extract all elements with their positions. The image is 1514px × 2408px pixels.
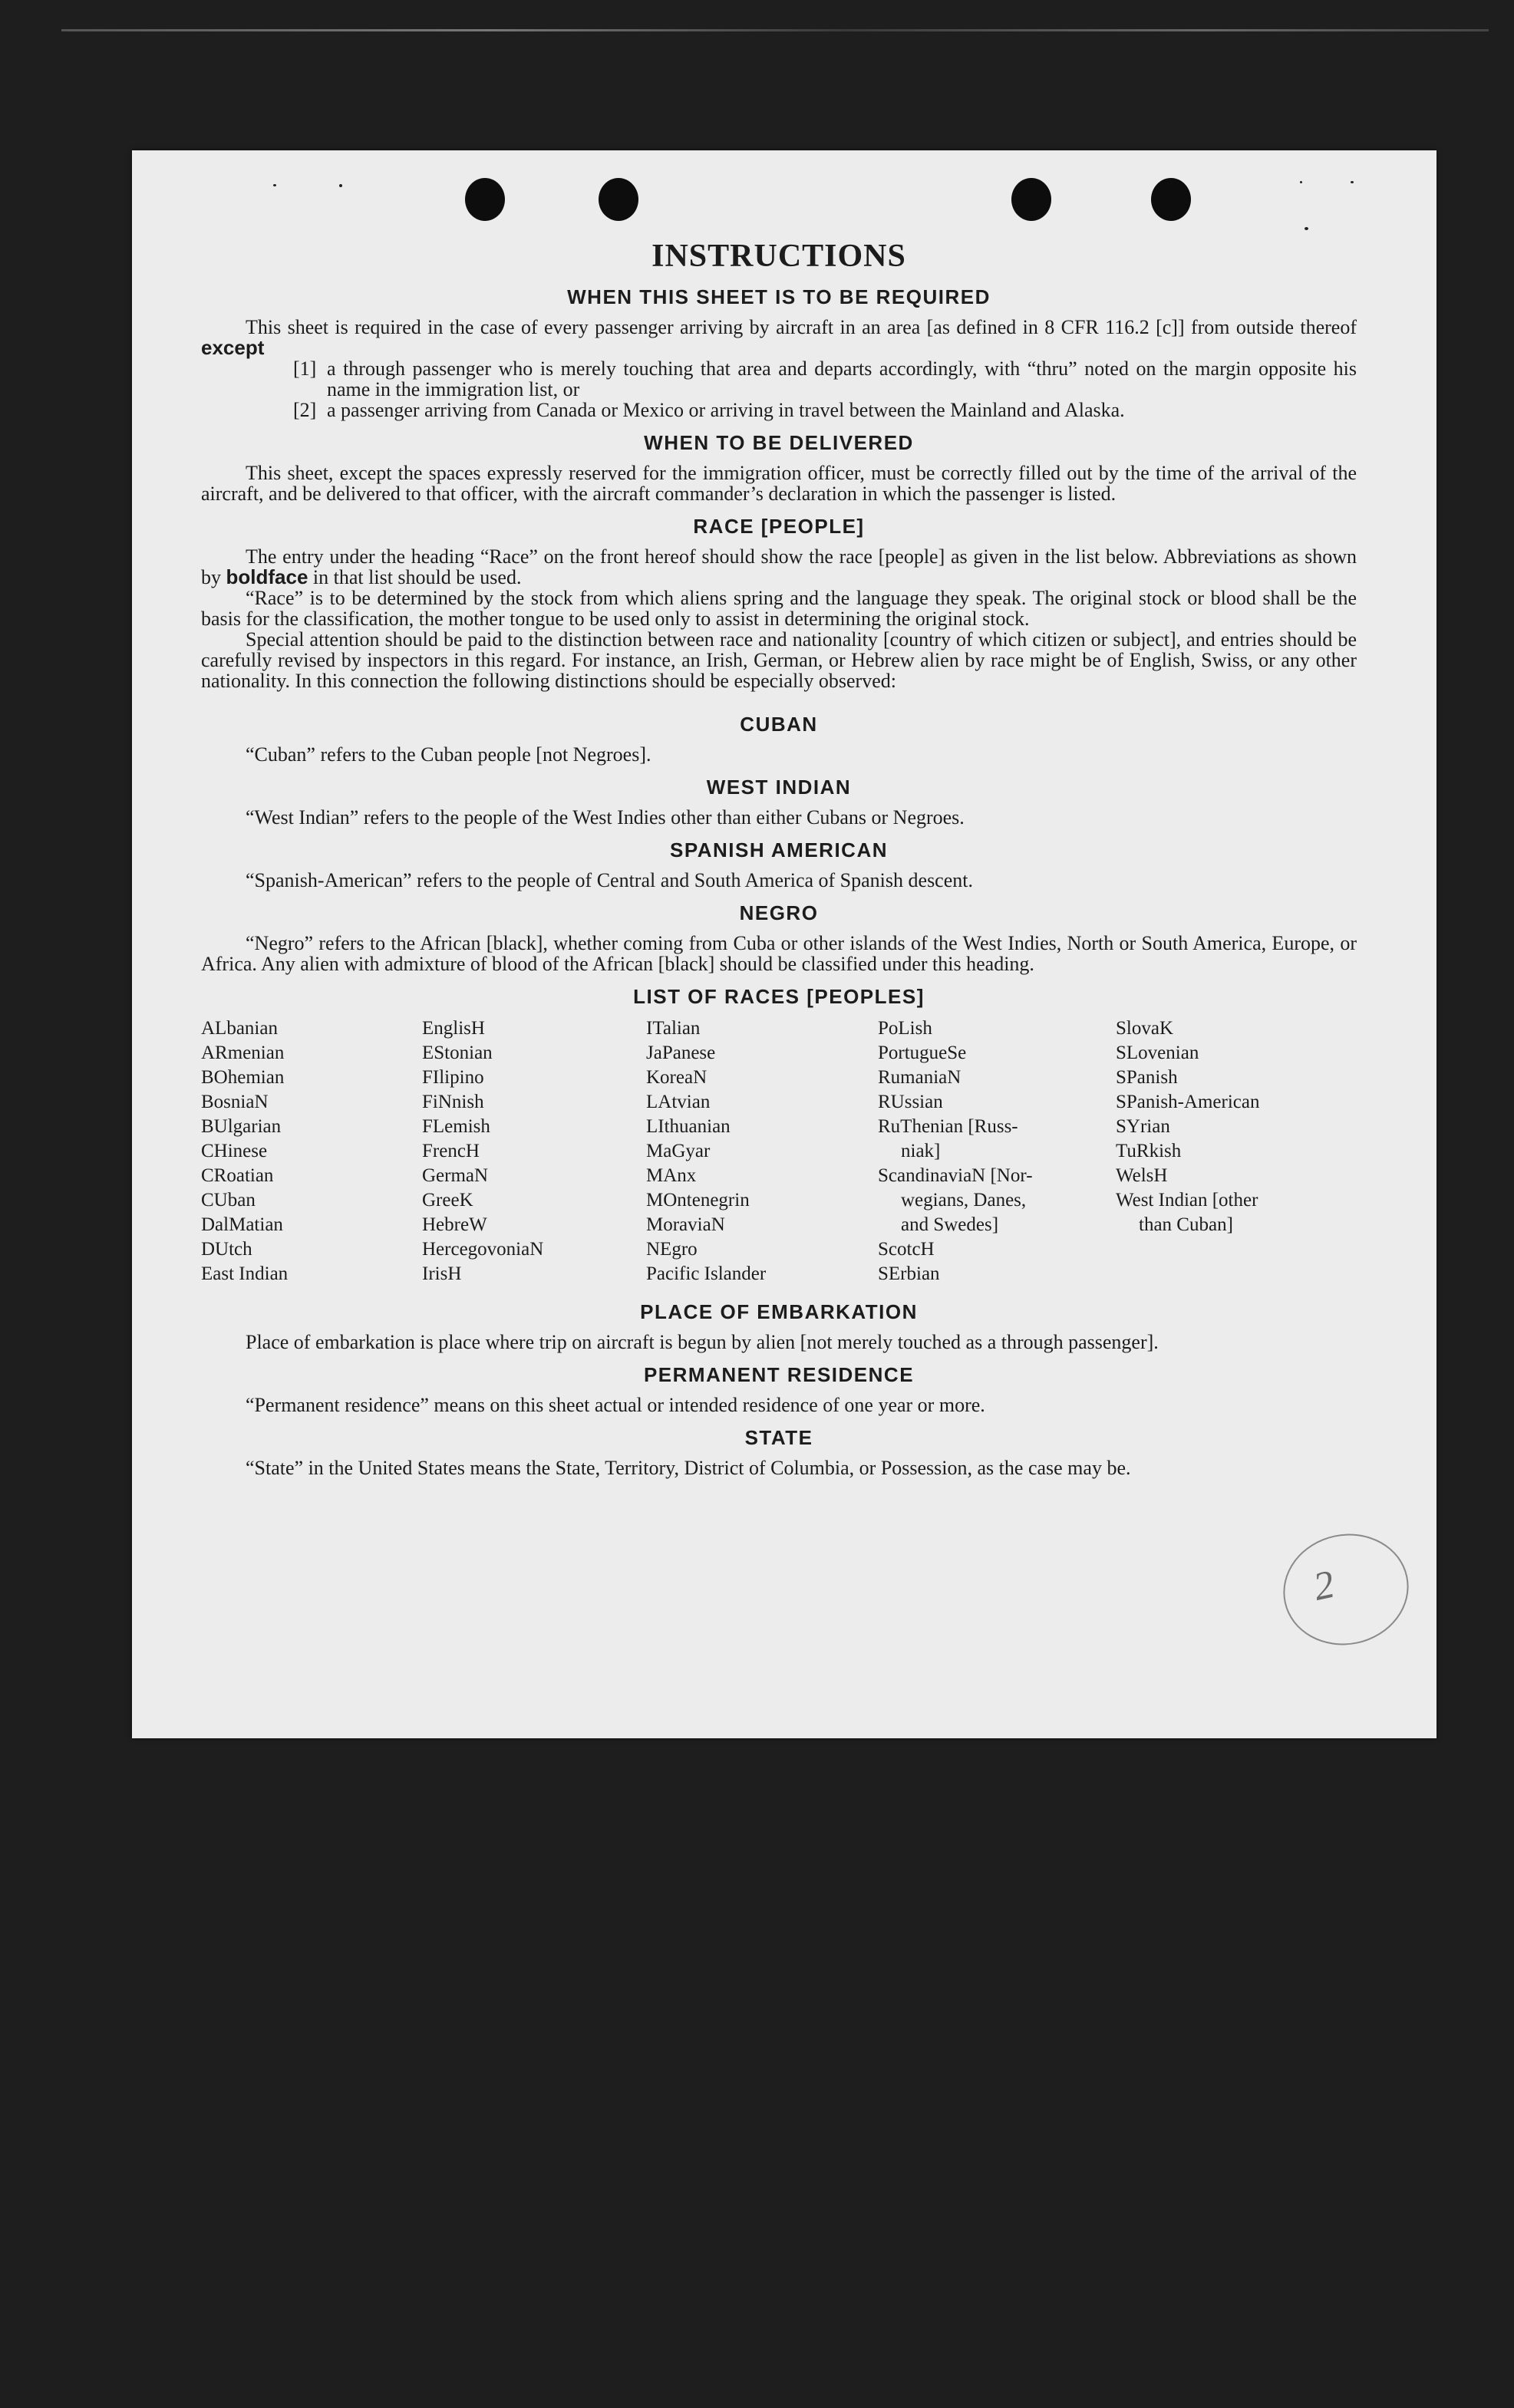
section-heading-west-indian: WEST INDIAN xyxy=(706,776,852,799)
delivered-text: This sheet, except the spaces expressly reserved for the immigration officer, must be correctly filled out by the time of the arrival of the aircraft, and be delivered to that officer, with the aircraft commander’s declaration in which the passenger is listed. xyxy=(201,462,1357,505)
residence-text: “Permanent residence” means on this sheet actual or intended residence of one year or more. xyxy=(246,1394,985,1416)
race-entry: ScotcH xyxy=(878,1239,935,1260)
race-entry: DUtch xyxy=(201,1239,252,1260)
race-entry: BOhemian xyxy=(201,1067,285,1088)
section-heading-embarkation: PLACE OF EMBARKATION xyxy=(640,1300,918,1323)
race-entry: PoLish xyxy=(878,1018,932,1039)
race-entry: FrencH xyxy=(422,1141,480,1161)
punch-hole xyxy=(599,178,638,221)
race-entry: GermaN xyxy=(422,1165,489,1186)
list-item: [2] a passenger arriving from Canada or Mexico or arriving in travel between the Mainland and Alaska. xyxy=(293,399,1125,421)
section-heading-negro: NEGRO xyxy=(739,901,819,924)
race-entry: Pacific Islander xyxy=(646,1263,767,1284)
speck xyxy=(273,184,276,186)
race-entry: SYrian xyxy=(1116,1116,1170,1137)
race-entry: CUban xyxy=(201,1190,256,1211)
race-entry: CHinese xyxy=(201,1141,268,1161)
race-entry: ScandinaviaN [Nor- xyxy=(878,1165,1033,1186)
race-entry: MAnx xyxy=(646,1165,697,1186)
race-entry: BosniaN xyxy=(201,1092,269,1112)
page-title: INSTRUCTIONS xyxy=(651,239,906,274)
races-column-3 xyxy=(646,1016,878,1286)
section-heading-cuban: CUBAN xyxy=(740,713,818,736)
race-entry: East Indian xyxy=(201,1263,289,1284)
section-heading-delivered: WHEN TO BE DELIVERED xyxy=(644,431,914,454)
speck xyxy=(1300,181,1302,183)
section-heading-race: RACE [PEOPLE] xyxy=(693,515,865,538)
section-heading-residence: PERMANENT RESIDENCE xyxy=(643,1363,915,1386)
race-entry: HercegovoniaN xyxy=(422,1239,544,1260)
race-entry: SPanish-American xyxy=(1116,1092,1260,1112)
punch-hole xyxy=(1151,178,1191,221)
race-entry: NEgro xyxy=(646,1239,698,1260)
cuban-text: “Cuban” refers to the Cuban people [not Negroes]. xyxy=(246,743,651,766)
race-entry: MOntenegrin xyxy=(646,1190,750,1211)
punch-hole xyxy=(465,178,505,221)
film-edge-line xyxy=(61,29,1489,31)
race-entry: LIthuanian xyxy=(646,1116,731,1137)
race-entry: CRoatian xyxy=(201,1165,274,1186)
race-entry: niak] xyxy=(901,1141,941,1161)
races-column-5 xyxy=(1116,1016,1346,1286)
race-entry: LAtvian xyxy=(646,1092,711,1112)
races-column-4 xyxy=(878,1016,1116,1286)
race-entry: FiNnish xyxy=(422,1092,484,1112)
list-item: [1] a through passenger who is merely touching that area and departs accordingly, with “thru” noted on the margin opposite his name in the immigration list, or xyxy=(293,357,1357,400)
section-heading-races-list: LIST OF RACES [PEOPLES] xyxy=(633,985,925,1008)
race-entry: wegians, Danes, xyxy=(901,1190,1027,1211)
speck xyxy=(1351,181,1354,183)
speck xyxy=(339,184,342,187)
race-entry: KoreaN xyxy=(646,1067,708,1088)
race-entry: EnglisH xyxy=(422,1018,485,1039)
section-heading-state: STATE xyxy=(744,1426,813,1449)
race-entry: GreeK xyxy=(422,1190,473,1211)
west-indian-text: “West Indian” refers to the people of the West Indies other than either Cubans or Negroes. xyxy=(246,806,965,828)
race-entry: RuThenian [Russ- xyxy=(878,1116,1018,1137)
race-entry: FLemish xyxy=(422,1116,490,1137)
race-entry: MaGyar xyxy=(646,1141,711,1161)
race-paragraph-3: Special attention should be paid to the distinction between race and nationality [country of which citizen or subject], and entries should be carefully revised by inspectors in this regard. For instance, an Irish, German, or Hebrew alien by race might be of English, Swiss, or any other nationality. In this connection the following distinctions should be especially observed: xyxy=(201,628,1357,692)
race-entry: ARmenian xyxy=(201,1043,285,1063)
race-entry: WelsH xyxy=(1116,1165,1168,1186)
race-entry: HebreW xyxy=(422,1214,487,1235)
race-entry: than Cuban] xyxy=(1139,1214,1233,1235)
race-entry: TuRkish xyxy=(1116,1141,1182,1161)
race-entry: RUssian xyxy=(878,1092,943,1112)
race-paragraph-2: “Race” is to be determined by the stock from which aliens spring and the language they speak. The original stock or blood shall be the basis for the classification, the mother tongue to be used only to assist in determining the original stock. xyxy=(201,587,1357,630)
embarkation-text: Place of embarkation is place where trip on aircraft is begun by alien [not merely touched as a through passenger]. xyxy=(246,1331,1159,1353)
required-intro: This sheet is required in the case of every passenger arriving by aircraft in an area [as defined in 8 CFR 116.2 [c]] from outside thereof except xyxy=(201,316,1357,359)
section-heading-required: WHEN THIS SHEET IS TO BE REQUIRED xyxy=(567,285,991,308)
races-list xyxy=(201,1016,1357,1286)
race-entry: PortugueSe xyxy=(878,1043,967,1063)
race-entry: DalMatian xyxy=(201,1214,283,1235)
instructions-content xyxy=(201,230,1357,1478)
races-column-2 xyxy=(422,1016,646,1286)
race-entry: JaPanese xyxy=(646,1043,716,1063)
race-entry: and Swedes] xyxy=(901,1214,999,1235)
race-entry: SPanish xyxy=(1116,1067,1178,1088)
section-heading-spanish-american: SPANISH AMERICAN xyxy=(669,838,888,861)
punch-hole xyxy=(1011,178,1051,221)
race-entry: SErbian xyxy=(878,1263,940,1284)
handwritten-number: 2 xyxy=(1309,1562,1339,1609)
races-column-1 xyxy=(201,1016,422,1286)
race-entry: SlovaK xyxy=(1116,1018,1173,1039)
race-entry: RumaniaN xyxy=(878,1067,962,1088)
race-entry: ITalian xyxy=(646,1018,701,1039)
negro-text: “Negro” refers to the African [black], whether coming from Cuba or other islands of the West Indies, North or South America, Europe, or Africa. Any alien with admixture of blood of the African [black] should be classified under this heading. xyxy=(201,932,1357,975)
race-entry: MoraviaN xyxy=(646,1214,725,1235)
spanish-american-text: “Spanish-American” refers to the people of Central and South America of Spanish descent. xyxy=(246,869,973,891)
race-paragraph-1: The entry under the heading “Race” on the front hereof should show the race [people] as given in the list below. Abbreviations as shown by boldface in that list should be used. xyxy=(201,545,1357,588)
race-entry: IrisH xyxy=(422,1263,462,1284)
race-entry: ALbanian xyxy=(201,1018,278,1039)
race-entry: BUlgarian xyxy=(201,1116,282,1137)
race-entry: FIlipino xyxy=(422,1067,484,1088)
race-entry: West Indian [other xyxy=(1116,1190,1258,1211)
race-entry: EStonian xyxy=(422,1043,493,1063)
state-text: “State” in the United States means the State, Territory, District of Columbia, or Possession, as the case may be. xyxy=(246,1457,1131,1479)
race-entry: SLovenian xyxy=(1116,1043,1199,1063)
